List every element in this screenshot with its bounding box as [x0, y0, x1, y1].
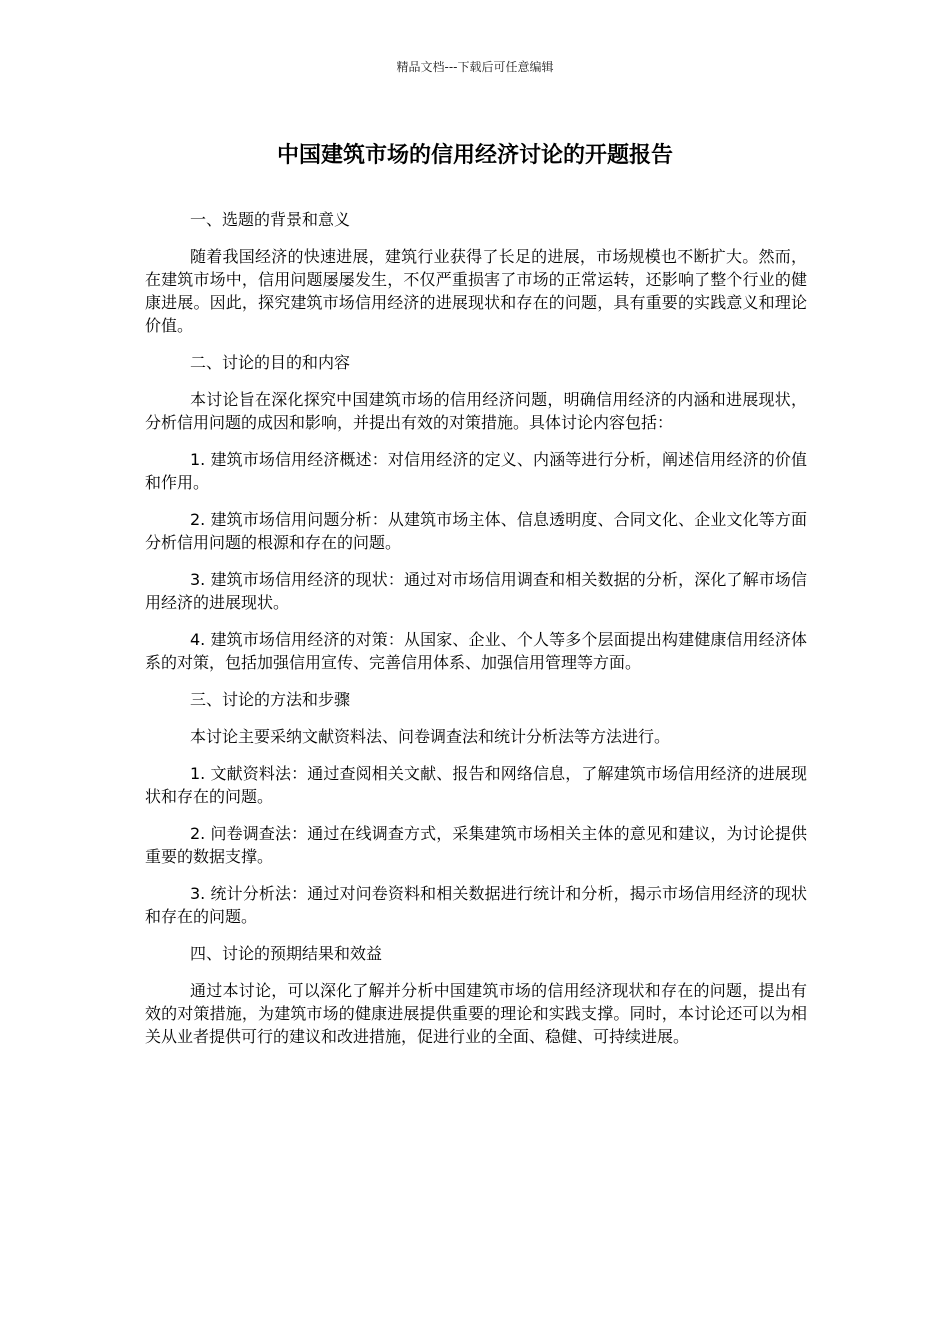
paragraph-methods: 本讨论主要采纳文献资料法、问卷调查法和统计分析法等方法进行。 — [190, 727, 671, 746]
page-header-note: 精品文档---下载后可任意编辑 — [396, 60, 554, 74]
paragraph-results: 通过本讨论，可以深化了解并分析中国建筑市场的信用经济现状和存在的问题，提出有效的对策措施，为建筑市场的健康进展提供重要的理论和实践支撑。同时，本讨论还可以为相关从业者提供可行的建议和改进措施，促进行业的全面、稳健、可持续进展。 — [145, 981, 807, 1046]
list-item-method-3: 3. 统计分析法：通过对问卷资料和相关数据进行统计和分析，揭示市场信用经济的现状和存在的问题。 — [145, 884, 807, 926]
list-item-method-1: 1. 文献资料法：通过查阅相关文献、报告和网络信息，了解建筑市场信用经济的进展现状和存在的问题。 — [145, 764, 807, 806]
section-heading-purpose: 二、讨论的目的和内容 — [190, 353, 351, 372]
document-body — [145, 208, 807, 1062]
paragraph-purpose: 本讨论旨在深化探究中国建筑市场的信用经济问题，明确信用经济的内涵和进展现状，分析信用问题的成因和影响，并提出有效的对策措施。具体讨论内容包括： — [145, 390, 807, 432]
list-item-content-3: 3. 建筑市场信用经济的现状：通过对市场信用调查和相关数据的分析，深化了解市场信用经济的进展现状。 — [145, 570, 807, 612]
list-item-content-4: 4. 建筑市场信用经济的对策：从国家、企业、个人等多个层面提出构建健康信用经济体系的对策，包括加强信用宣传、完善信用体系、加强信用管理等方面。 — [145, 630, 807, 672]
section-heading-background: 一、选题的背景和意义 — [190, 210, 351, 229]
section-heading-methods: 三、讨论的方法和步骤 — [190, 690, 351, 709]
paragraph-background: 随着我国经济的快速进展，建筑行业获得了长足的进展，市场规模也不断扩大。然而，在建筑市场中，信用问题屡屡发生，不仅严重损害了市场的正常运转，还影响了整个行业的健康进展。因此，探究建筑市场信用经济的进展现状和存在的问题，具有重要的实践意义和理论价值。 — [145, 247, 807, 335]
section-heading-results: 四、讨论的预期结果和效益 — [190, 944, 383, 963]
document-title: 中国建筑市场的信用经济讨论的开题报告 — [276, 143, 673, 168]
list-item-content-1: 1. 建筑市场信用经济概述：对信用经济的定义、内涵等进行分析，阐述信用经济的价值和作用。 — [145, 450, 807, 492]
list-item-content-2: 2. 建筑市场信用问题分析：从建筑市场主体、信息透明度、合同文化、企业文化等方面分析信用问题的根源和存在的问题。 — [145, 510, 807, 552]
list-item-method-2: 2. 问卷调查法：通过在线调查方式，采集建筑市场相关主体的意见和建议，为讨论提供重要的数据支撑。 — [145, 824, 807, 866]
